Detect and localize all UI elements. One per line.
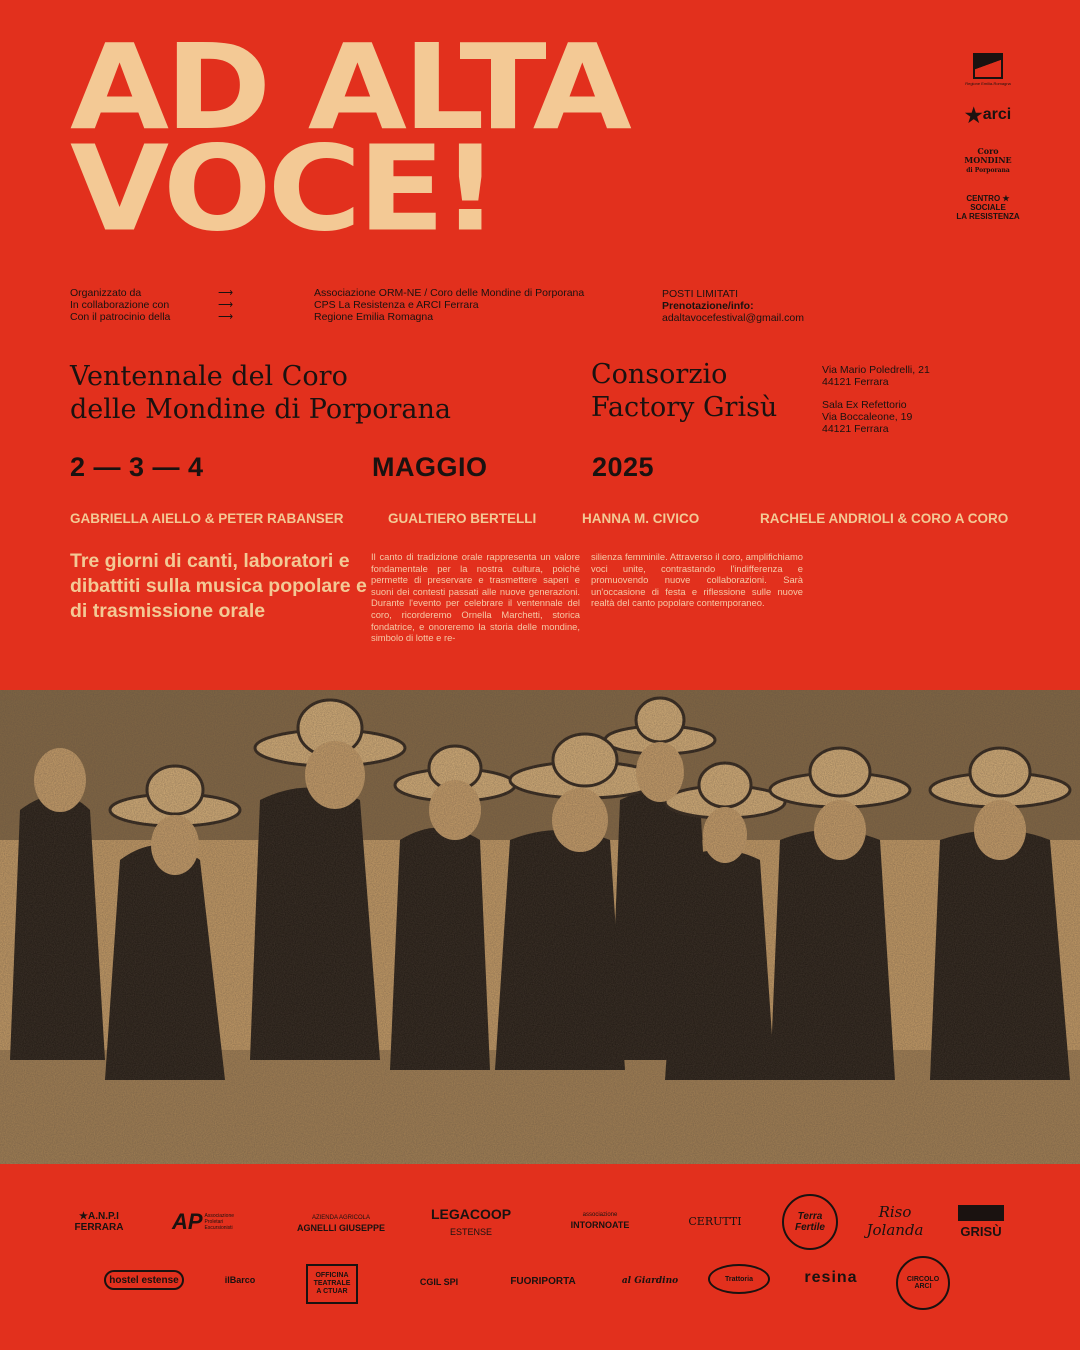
booking-email[interactable]: adaltavocefestival@gmail.com <box>662 312 804 324</box>
officina-teatrale-logo: OFFICINA TEATRALE A CTUAR <box>306 1264 358 1304</box>
mondine-logo: Coro MONDINE di Porporana <box>964 146 1012 174</box>
limited-seats: POSTI LIMITATI <box>662 288 739 300</box>
il-barco-logo: ilBarco <box>224 1275 256 1285</box>
arrow-right-icon: ⟶ <box>218 299 234 311</box>
organizer-labels <box>70 287 170 323</box>
ristorante-al-giardino-logo: al Giardino <box>621 1276 679 1286</box>
cgil-spi-logo: CGIL SPI <box>419 1277 459 1287</box>
address-2-street: Via Boccaleone, 19 <box>822 411 913 423</box>
anpi-logo: ★A.N.P.I FERRARA <box>74 1211 124 1233</box>
event-days: 2 — 3 — 4 <box>70 452 204 482</box>
event-year: 2025 <box>592 452 655 482</box>
ape-logo: AP Associazione Proletari Escursionisti <box>171 1209 235 1234</box>
venue-name <box>591 358 777 424</box>
venue-addresses <box>822 364 930 435</box>
address-1-city: 44121 Ferrara <box>822 376 889 388</box>
event-month: MAGGIO <box>372 452 488 482</box>
cerutti-logo: CERUTTI <box>688 1214 742 1228</box>
factory-grisu-logo: GRISÙ <box>952 1200 1010 1244</box>
resina-logo: resina <box>804 1269 858 1286</box>
description-column-1: Il canto di tradizione orale rappresenta un valore fondamentale per la nostra cultura, poiché permette di preservare e trasmettere saperi e suoni dei contesti passati alle nuove generazioni. Durante l'evento per celebrare il ventennale del coro, ricorderemo Ornella Marchetti, storica fondatrice, e onoreremo la storia delle mondine, simbolo di lotte e re- <box>371 551 580 644</box>
partner-logos-top <box>948 48 1028 232</box>
organized-by-label: Organizzato da <box>70 287 142 299</box>
arrow-right-icon: ⟶ <box>218 311 234 323</box>
intornoate-logo: associazione INTORNOATE <box>570 1212 630 1230</box>
trattoria-logo: Trattoria <box>708 1264 770 1294</box>
agnelli-giuseppe-logo: AZIENDA AGRICOLA AGNELLI GIUSEPPE <box>296 1215 385 1233</box>
arrow-right-icon: ⟶ <box>218 287 234 299</box>
title-line-1: AD ALTA <box>70 19 628 157</box>
fuoriporta-logo: FUORIPORTA <box>510 1275 576 1287</box>
circolo-arci-logo: CIRCOLO ARCI <box>896 1256 950 1310</box>
terra-fertile-logo: Terra Fertile <box>782 1194 838 1250</box>
legacoop-logo: LEGACOOP ESTENSE <box>430 1206 512 1237</box>
booking-info <box>662 288 804 324</box>
artist-4: RACHELE ANDRIOLI & CORO A CORO <box>760 511 1009 526</box>
regione-emilia-romagna-logo: Regione Emilia-Romagna <box>948 48 1028 90</box>
event-name-line-1: Ventennale del Coro <box>70 361 348 392</box>
riso-jolanda-logo: Riso Jolanda <box>866 1203 924 1239</box>
organizer-name: Associazione ORM-NE / Coro delle Mondine di Porporana <box>314 287 585 299</box>
patronage-label: Con il patrocinio della <box>70 311 171 323</box>
artist-2: GUALTIERO BERTELLI <box>388 511 537 526</box>
collaborator-name: CPS La Resistenza e ARCI Ferrara <box>314 299 479 311</box>
address-2-city: 44121 Ferrara <box>822 423 889 435</box>
address-1-street: Via Mario Poledrelli, 21 <box>822 364 930 376</box>
artist-1: GABRIELLA AIELLO & PETER RABANSER <box>70 511 344 526</box>
organizer-arrows <box>218 287 233 323</box>
venue-name-line-2: Factory Grisù <box>591 392 778 423</box>
mondine-historical-photo <box>0 690 1080 1164</box>
organizer-names <box>314 287 584 323</box>
booking-label: Prenotazione/info: <box>662 300 754 312</box>
photo-illustration <box>0 690 1080 1164</box>
tagline: Tre giorni di canti, laboratori e dibattiti sulla musica popolare e di trasmissione orale <box>70 550 367 622</box>
festival-title <box>70 19 950 258</box>
hostel-estense-logo: hostel estense <box>104 1270 184 1290</box>
title-line-2: VOCE! <box>70 120 496 258</box>
event-name-line-2: delle Mondine di Porporana <box>70 394 452 425</box>
description-column-2: silienza femminile. Attraverso il coro, amplifichiamo voci unite, contrastando l'indifferenza e promuovendo nuove collaborazioni. Sarà un'occasione di festa e riflessione sulle nuove realtà del canto popolare contemporaneo. <box>591 551 803 609</box>
arci-star-logo: ★ arci <box>964 104 1012 127</box>
address-2-hall: Sala Ex Refettorio <box>822 399 907 411</box>
patron-name: Regione Emilia Romagna <box>314 311 434 323</box>
la-resistenza-logo: CENTRO ★ SOCIALE LA RESISTENZA <box>956 193 1020 221</box>
event-name <box>70 360 451 426</box>
venue-name-line-1: Consorzio <box>591 359 728 390</box>
artist-3: HANNA M. CIVICO <box>582 511 700 526</box>
collaboration-label: In collaborazione con <box>70 299 170 311</box>
